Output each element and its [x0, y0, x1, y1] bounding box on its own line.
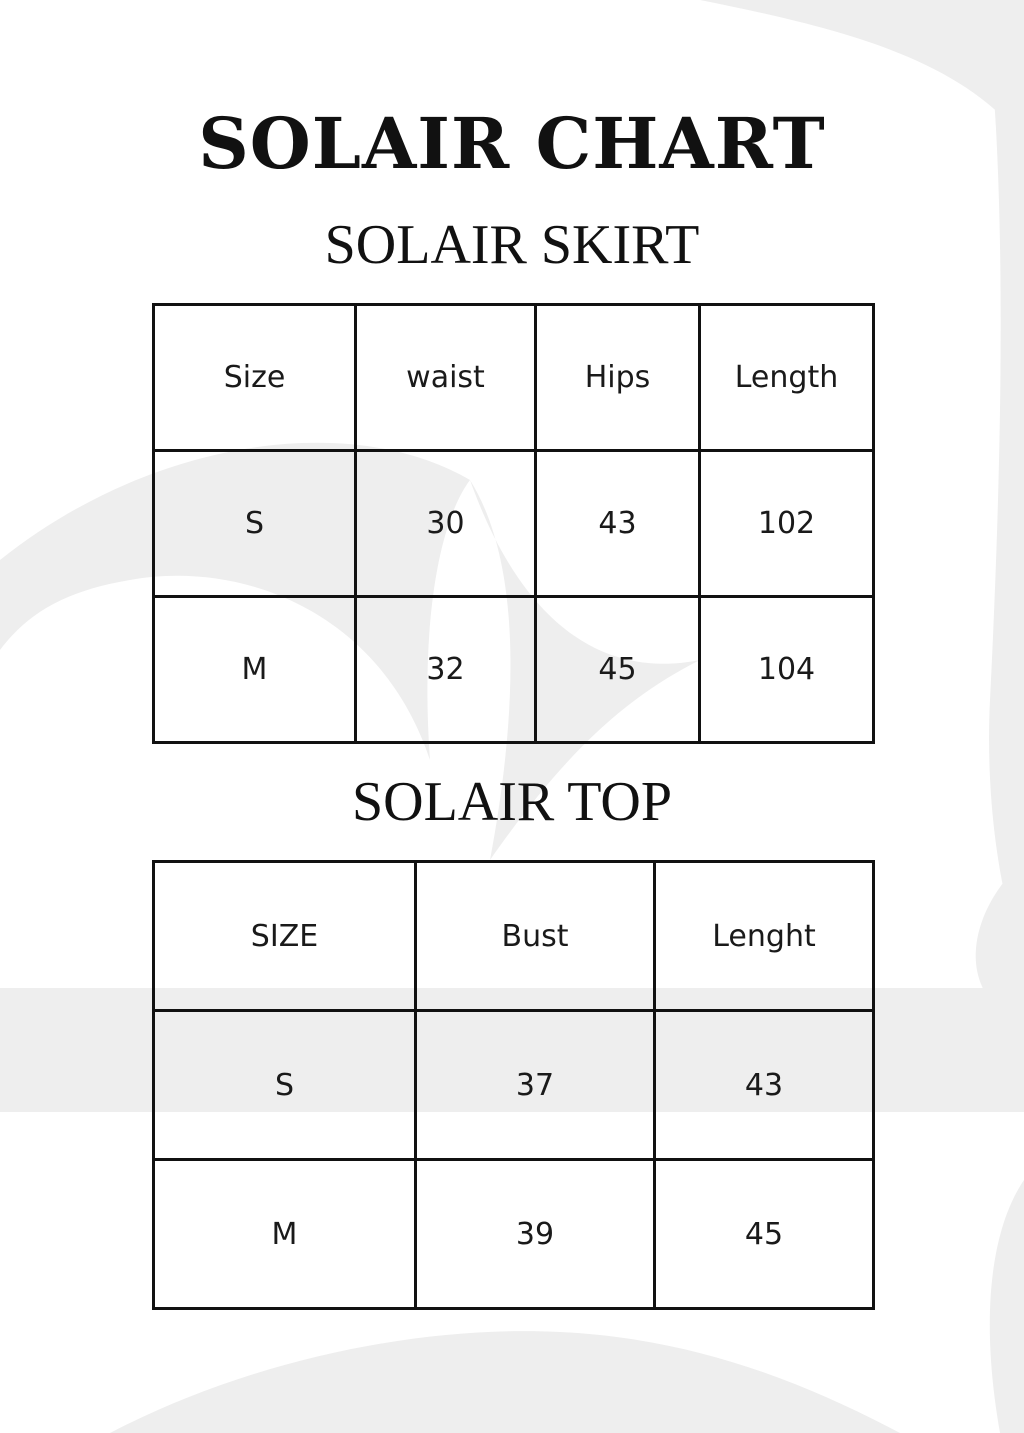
- table-cell: 39: [416, 1160, 655, 1309]
- table-cell: 43: [536, 451, 700, 597]
- table-cell: S: [154, 451, 356, 597]
- table-cell: 32: [356, 597, 536, 743]
- header-cell-waist: waist: [356, 305, 536, 451]
- header-cell-size: Size: [154, 305, 356, 451]
- header-cell-length: Lenght: [655, 862, 874, 1011]
- table-cell: M: [154, 1160, 416, 1309]
- table-cell: 45: [655, 1160, 874, 1309]
- table-cell: 102: [700, 451, 874, 597]
- top-size-table: [152, 860, 875, 1310]
- table-row: [154, 1160, 874, 1309]
- page-title: SOLAIR CHART: [198, 102, 826, 185]
- skirt-size-table: [152, 303, 875, 744]
- header-cell-length: Length: [700, 305, 874, 451]
- header-cell-hips: Hips: [536, 305, 700, 451]
- table-cell: S: [154, 1011, 416, 1160]
- table-row: [154, 1011, 874, 1160]
- table-header-row: [154, 305, 874, 451]
- table-cell: 37: [416, 1011, 655, 1160]
- table-row: [154, 597, 874, 743]
- header-cell-size: SIZE: [154, 862, 416, 1011]
- table-cell: 43: [655, 1011, 874, 1160]
- table-row: [154, 451, 874, 597]
- table-cell: M: [154, 597, 356, 743]
- table-cell: 30: [356, 451, 536, 597]
- table-cell: 45: [536, 597, 700, 743]
- top-section-title: SOLAIR TOP: [351, 771, 672, 833]
- skirt-section-title: SOLAIR SKIRT: [324, 214, 700, 276]
- header-cell-bust: Bust: [416, 862, 655, 1011]
- table-header-row: [154, 862, 874, 1011]
- table-cell: 104: [700, 597, 874, 743]
